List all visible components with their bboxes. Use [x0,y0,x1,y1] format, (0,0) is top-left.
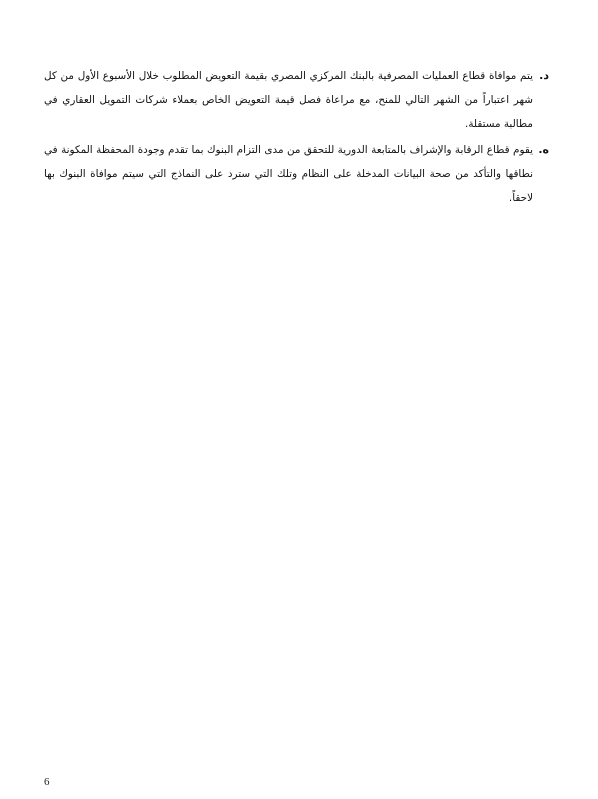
list-item [44,64,549,136]
page-number: 6 [44,776,50,788]
clause-text: يقوم قطاع الرقابة والإشراف بالمتابعة الدورية للتحقق من مدى التزام البنوك بما تقدم وجودة المحفظة المكونة في نطاقها والتأكد من صحة البيانات المدخلة على النظام وتلك التي سترد على النماذج التي سيتم موافاة البنوك بها لاحقاً. [44,144,533,204]
list-marker: د. [539,69,549,82]
clause-text: يتم موافاة قطاع العمليات المصرفية بالبنك المركزي المصري بقيمة التعويض المطلوب خلال الأسبوع الأول من كل شهر اعتباراً من الشهر التالي للمنح، مع مراعاة فصل قيمة التعويض الخاص بعملاء شركات التمويل العقاري في مطالبة مستقلة. [44,70,533,130]
clause-list [44,64,549,212]
list-item [44,138,549,210]
list-marker: ه. [538,143,549,156]
